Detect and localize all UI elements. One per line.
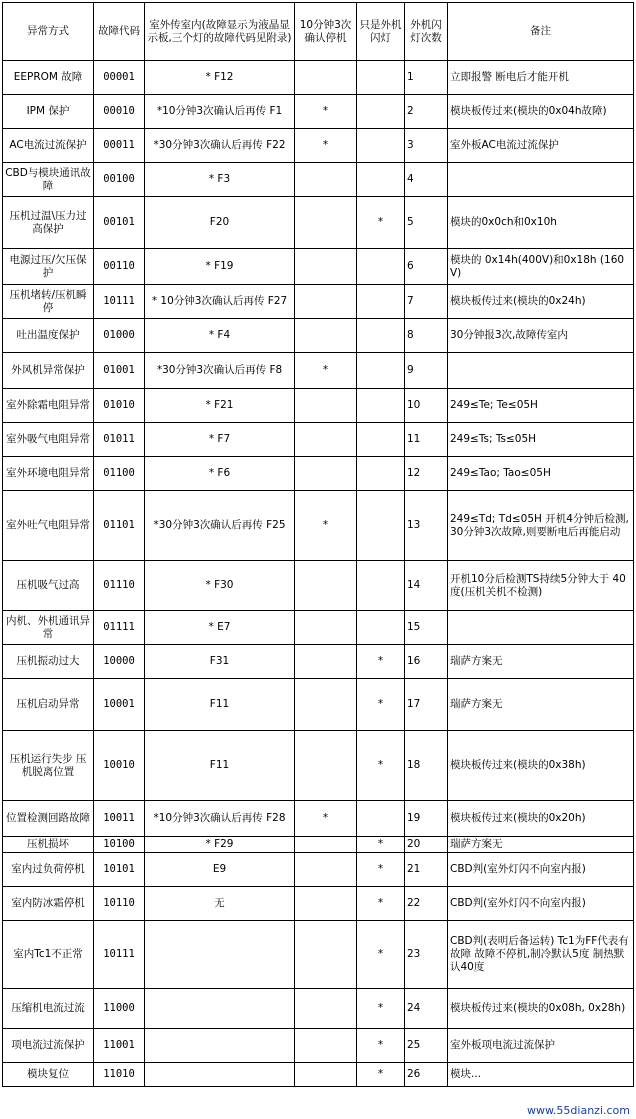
cell-count: 22 <box>405 887 448 921</box>
cell-type: EEPROM 故障 <box>3 61 94 95</box>
cell-type: IPM 保护 <box>3 95 94 129</box>
site-watermark: www.55dianzi.com <box>526 1104 630 1117</box>
header-type: 异常方式 <box>3 3 94 61</box>
cell-note: 开机10分后检测TS持续5分钟大于 40度(压机关机不检测) <box>448 561 634 611</box>
cell-note: 立即报警 断电后才能开机 <box>448 61 634 95</box>
cell-confirm: * <box>295 129 357 163</box>
table-row <box>3 1029 634 1063</box>
cell-confirm <box>295 1029 357 1063</box>
cell-indoor: 无 <box>145 887 295 921</box>
cell-type: 室内Tc1不正常 <box>3 921 94 989</box>
cell-note: 249≤Ts; Ts≤05H <box>448 423 634 457</box>
table-row <box>3 423 634 457</box>
cell-indoor <box>145 921 295 989</box>
cell-count: 2 <box>405 95 448 129</box>
cell-count: 20 <box>405 837 448 853</box>
cell-type: 室外吐气电阻异常 <box>3 491 94 561</box>
table-row <box>3 163 634 197</box>
cell-flash: * <box>357 679 405 731</box>
cell-count: 1 <box>405 61 448 95</box>
cell-count: 19 <box>405 801 448 837</box>
cell-note: 30分钟报3次,故障传室内 <box>448 319 634 353</box>
cell-confirm: * <box>295 491 357 561</box>
cell-code: 10001 <box>94 679 145 731</box>
cell-confirm: * <box>295 801 357 837</box>
cell-code: 00011 <box>94 129 145 163</box>
cell-note: 室外板项电流过流保护 <box>448 1029 634 1063</box>
cell-indoor: F11 <box>145 731 295 801</box>
table-row <box>3 457 634 491</box>
table-row <box>3 61 634 95</box>
table-row <box>3 679 634 731</box>
cell-note: CBD判(室外灯闪不向室内报) <box>448 887 634 921</box>
cell-count: 12 <box>405 457 448 491</box>
cell-code: 10111 <box>94 921 145 989</box>
cell-note: 模块板传过来(模块的0x08h, 0x28h) <box>448 989 634 1029</box>
cell-code: 10110 <box>94 887 145 921</box>
cell-indoor: F31 <box>145 645 295 679</box>
cell-code: 01111 <box>94 611 145 645</box>
table-row <box>3 645 634 679</box>
cell-type: 内机、外机通讯异常 <box>3 611 94 645</box>
cell-count: 3 <box>405 129 448 163</box>
table-row <box>3 129 634 163</box>
cell-count: 13 <box>405 491 448 561</box>
cell-code: 00100 <box>94 163 145 197</box>
header-row <box>3 3 634 61</box>
cell-code: 11000 <box>94 989 145 1029</box>
cell-count: 9 <box>405 353 448 389</box>
cell-note: 模块板传过来(模块的0x24h) <box>448 285 634 319</box>
cell-flash <box>357 285 405 319</box>
cell-confirm <box>295 389 357 423</box>
cell-type: 压机运行失步 压机脱离位置 <box>3 731 94 801</box>
cell-count: 14 <box>405 561 448 611</box>
cell-indoor: *10分钟3次确认后再传 F1 <box>145 95 295 129</box>
cell-flash: * <box>357 887 405 921</box>
cell-note: 249≤Te; Te≤05H <box>448 389 634 423</box>
cell-code: 11001 <box>94 1029 145 1063</box>
cell-type: 压机启动异常 <box>3 679 94 731</box>
cell-flash: * <box>357 837 405 853</box>
cell-indoor: *30分钟3次确认后再传 F25 <box>145 491 295 561</box>
cell-type: 压机过温\压力过高保护 <box>3 197 94 249</box>
cell-flash <box>357 319 405 353</box>
cell-indoor <box>145 1063 295 1087</box>
cell-type: 压机堵转/压机瞬停 <box>3 285 94 319</box>
cell-indoor: *30分钟3次确认后再传 F22 <box>145 129 295 163</box>
cell-count: 5 <box>405 197 448 249</box>
cell-count: 10 <box>405 389 448 423</box>
table-row <box>3 853 634 887</box>
cell-indoor <box>145 989 295 1029</box>
cell-flash <box>357 561 405 611</box>
cell-indoor: * F30 <box>145 561 295 611</box>
header-flash: 只是外机闪灯 <box>357 3 405 61</box>
cell-type: 室内防冰霜停机 <box>3 887 94 921</box>
cell-note: 瑞萨方案无 <box>448 679 634 731</box>
fault-code-table <box>2 2 634 1087</box>
cell-confirm: * <box>295 95 357 129</box>
cell-type: 吐出温度保护 <box>3 319 94 353</box>
cell-confirm <box>295 645 357 679</box>
cell-confirm <box>295 921 357 989</box>
table-row <box>3 837 634 853</box>
cell-indoor: * F4 <box>145 319 295 353</box>
cell-count: 17 <box>405 679 448 731</box>
cell-confirm <box>295 1063 357 1087</box>
cell-code: 01101 <box>94 491 145 561</box>
cell-indoor: * F19 <box>145 249 295 285</box>
cell-count: 23 <box>405 921 448 989</box>
cell-type: AC电流过流保护 <box>3 129 94 163</box>
cell-note: 模块的0x0ch和0x10h <box>448 197 634 249</box>
cell-code: 00001 <box>94 61 145 95</box>
table-row <box>3 1063 634 1087</box>
cell-note <box>448 353 634 389</box>
cell-indoor: * F29 <box>145 837 295 853</box>
cell-flash: * <box>357 197 405 249</box>
header-count: 外机闪灯次数 <box>405 3 448 61</box>
cell-flash: * <box>357 645 405 679</box>
table-row <box>3 887 634 921</box>
cell-note: 瑞萨方案无 <box>448 837 634 853</box>
cell-flash <box>357 129 405 163</box>
cell-indoor: * F7 <box>145 423 295 457</box>
cell-note: CBD判(室外灯闪不向室内报) <box>448 853 634 887</box>
cell-flash: * <box>357 1063 405 1087</box>
cell-confirm <box>295 611 357 645</box>
cell-note: 模块... <box>448 1063 634 1087</box>
cell-flash <box>357 457 405 491</box>
cell-code: 01110 <box>94 561 145 611</box>
cell-flash <box>357 353 405 389</box>
cell-confirm <box>295 249 357 285</box>
cell-count: 21 <box>405 853 448 887</box>
cell-confirm <box>295 679 357 731</box>
table-row <box>3 801 634 837</box>
cell-indoor: * F3 <box>145 163 295 197</box>
table-row <box>3 561 634 611</box>
cell-count: 18 <box>405 731 448 801</box>
table-row <box>3 319 634 353</box>
cell-indoor: F11 <box>145 679 295 731</box>
cell-code: 01000 <box>94 319 145 353</box>
cell-count: 16 <box>405 645 448 679</box>
table-row <box>3 353 634 389</box>
cell-code: 10101 <box>94 853 145 887</box>
header-code: 故障代码 <box>94 3 145 61</box>
header-confirm: 10分钟3次确认停机 <box>295 3 357 61</box>
cell-type: 压机吸气过高 <box>3 561 94 611</box>
cell-code: 11010 <box>94 1063 145 1087</box>
cell-count: 25 <box>405 1029 448 1063</box>
cell-note <box>448 611 634 645</box>
cell-code: 10000 <box>94 645 145 679</box>
cell-confirm <box>295 197 357 249</box>
cell-code: 01100 <box>94 457 145 491</box>
cell-confirm <box>295 423 357 457</box>
header-note: 备注 <box>448 3 634 61</box>
cell-code: 00110 <box>94 249 145 285</box>
cell-indoor: * F21 <box>145 389 295 423</box>
cell-flash <box>357 423 405 457</box>
cell-count: 8 <box>405 319 448 353</box>
cell-count: 15 <box>405 611 448 645</box>
cell-count: 11 <box>405 423 448 457</box>
cell-type: 室内过负荷停机 <box>3 853 94 887</box>
cell-type: CBD与模块通讯故障 <box>3 163 94 197</box>
cell-confirm <box>295 837 357 853</box>
cell-count: 26 <box>405 1063 448 1087</box>
cell-indoor: * F12 <box>145 61 295 95</box>
cell-count: 6 <box>405 249 448 285</box>
cell-code: 10011 <box>94 801 145 837</box>
cell-code: 01011 <box>94 423 145 457</box>
cell-note: 模块板传过来(模块的0x38h) <box>448 731 634 801</box>
table-row <box>3 731 634 801</box>
cell-note: 模块板传过来(模块的0x20h) <box>448 801 634 837</box>
table-body <box>3 61 634 1087</box>
cell-type: 外风机异常保护 <box>3 353 94 389</box>
cell-indoor <box>145 1029 295 1063</box>
cell-type: 压缩机电流过流 <box>3 989 94 1029</box>
cell-indoor: *30分钟3次确认后再传 F8 <box>145 353 295 389</box>
cell-code: 10010 <box>94 731 145 801</box>
cell-note: 瑞萨方案无 <box>448 645 634 679</box>
cell-confirm <box>295 319 357 353</box>
cell-note: 模块的 0x14h(400V)和0x18h (160V) <box>448 249 634 285</box>
cell-flash <box>357 801 405 837</box>
cell-code: 10100 <box>94 837 145 853</box>
cell-confirm <box>295 285 357 319</box>
cell-indoor: * E7 <box>145 611 295 645</box>
header-indoor: 室外传室内(故障显示为液晶显示板,三个灯的故障代码见附录) <box>145 3 295 61</box>
cell-code: 00101 <box>94 197 145 249</box>
cell-code: 01001 <box>94 353 145 389</box>
cell-note: 249≤Td; Td≤05H 开机4分钟后检测,30分钟3次故障,则要断电后再能启动 <box>448 491 634 561</box>
cell-indoor: E9 <box>145 853 295 887</box>
cell-confirm <box>295 561 357 611</box>
cell-type: 项电流过流保护 <box>3 1029 94 1063</box>
cell-confirm <box>295 887 357 921</box>
cell-type: 室外除霜电阻异常 <box>3 389 94 423</box>
cell-flash <box>357 491 405 561</box>
cell-confirm: * <box>295 353 357 389</box>
cell-confirm <box>295 731 357 801</box>
table-row <box>3 249 634 285</box>
cell-flash: * <box>357 989 405 1029</box>
cell-type: 电源过压/欠压保护 <box>3 249 94 285</box>
cell-flash <box>357 249 405 285</box>
cell-type: 压机振动过大 <box>3 645 94 679</box>
cell-flash <box>357 611 405 645</box>
cell-flash <box>357 163 405 197</box>
cell-note: 模块板传过来(模块的0x04h故障) <box>448 95 634 129</box>
cell-flash: * <box>357 921 405 989</box>
cell-flash <box>357 389 405 423</box>
cell-count: 7 <box>405 285 448 319</box>
cell-note: 室外板AC电流过流保护 <box>448 129 634 163</box>
cell-indoor: * F6 <box>145 457 295 491</box>
cell-note: 249≤Tao; Tao≤05H <box>448 457 634 491</box>
cell-type: 位置检测回路故障 <box>3 801 94 837</box>
table-row <box>3 921 634 989</box>
cell-code: 10111 <box>94 285 145 319</box>
cell-type: 室外环境电阻异常 <box>3 457 94 491</box>
table-row <box>3 989 634 1029</box>
table-row <box>3 389 634 423</box>
cell-confirm <box>295 989 357 1029</box>
cell-indoor: F20 <box>145 197 295 249</box>
cell-type: 模块复位 <box>3 1063 94 1087</box>
cell-confirm <box>295 853 357 887</box>
cell-indoor: *10分钟3次确认后再传 F28 <box>145 801 295 837</box>
cell-note: CBD判(表明后备运转) Tc1为FF代表有故障 故障不停机,制冷默认5度 制热默认40度 <box>448 921 634 989</box>
cell-flash <box>357 95 405 129</box>
cell-code: 00010 <box>94 95 145 129</box>
cell-flash: * <box>357 853 405 887</box>
cell-count: 4 <box>405 163 448 197</box>
cell-indoor: * 10分钟3次确认后再传 F27 <box>145 285 295 319</box>
cell-note <box>448 163 634 197</box>
cell-flash: * <box>357 1029 405 1063</box>
cell-flash: * <box>357 731 405 801</box>
table-row <box>3 197 634 249</box>
cell-confirm <box>295 163 357 197</box>
table-row <box>3 95 634 129</box>
cell-count: 24 <box>405 989 448 1029</box>
cell-confirm <box>295 61 357 95</box>
cell-type: 压机损坏 <box>3 837 94 853</box>
table-row <box>3 611 634 645</box>
cell-flash <box>357 61 405 95</box>
table-row <box>3 491 634 561</box>
cell-type: 室外吸气电阻异常 <box>3 423 94 457</box>
table-row <box>3 285 634 319</box>
cell-confirm <box>295 457 357 491</box>
cell-code: 01010 <box>94 389 145 423</box>
